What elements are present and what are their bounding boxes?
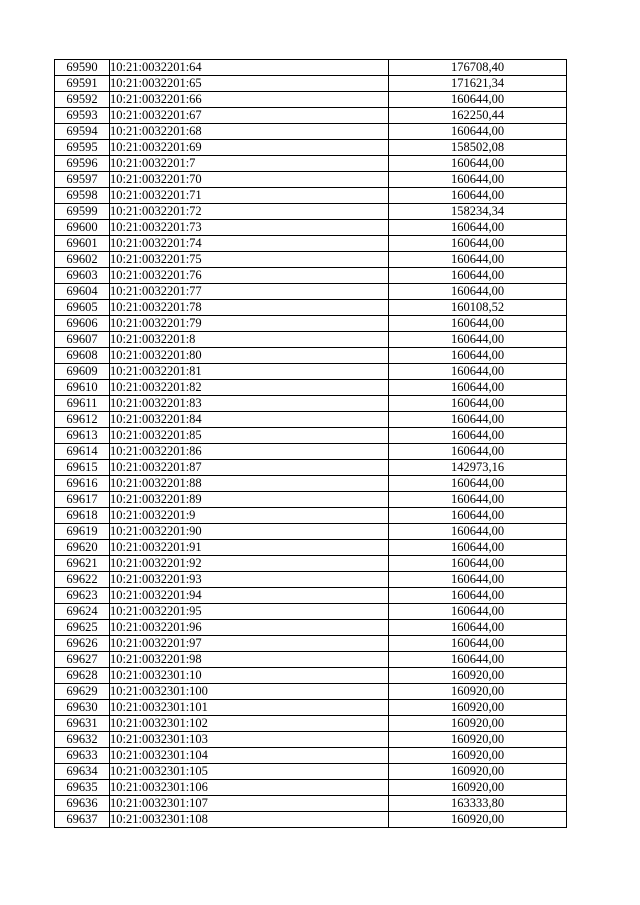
- row-number-cell: 69629: [55, 684, 110, 700]
- value-cell: 158234,34: [389, 204, 567, 220]
- value-cell: 160644,00: [389, 380, 567, 396]
- table-row: [55, 812, 567, 828]
- value-cell: 160108,52: [389, 300, 567, 316]
- cadastral-number-cell: 10:21:0032201:8: [110, 332, 389, 348]
- value-cell: 160644,00: [389, 316, 567, 332]
- cadastral-number-cell: 10:21:0032201:92: [110, 556, 389, 572]
- row-number-cell: 69624: [55, 604, 110, 620]
- value-cell: 160644,00: [389, 252, 567, 268]
- table-row: [55, 796, 567, 812]
- value-cell: 160920,00: [389, 812, 567, 828]
- cadastral-number-cell: 10:21:0032201:90: [110, 524, 389, 540]
- row-number-cell: 69633: [55, 748, 110, 764]
- value-cell: 160644,00: [389, 588, 567, 604]
- row-number-cell: 69592: [55, 92, 110, 108]
- table-row: [55, 780, 567, 796]
- value-cell: 160920,00: [389, 700, 567, 716]
- cadastral-number-cell: 10:21:0032201:84: [110, 412, 389, 428]
- value-cell: 160644,00: [389, 652, 567, 668]
- value-cell: 160644,00: [389, 396, 567, 412]
- value-cell: 160920,00: [389, 780, 567, 796]
- cadastral-number-cell: 10:21:0032201:83: [110, 396, 389, 412]
- value-cell: 160644,00: [389, 492, 567, 508]
- table-row: [55, 412, 567, 428]
- cadastral-number-cell: 10:21:0032201:7: [110, 156, 389, 172]
- table-row: [55, 124, 567, 140]
- value-cell: 163333,80: [389, 796, 567, 812]
- cadastral-number-cell: 10:21:0032201:89: [110, 492, 389, 508]
- table-row: [55, 204, 567, 220]
- row-number-cell: 69635: [55, 780, 110, 796]
- value-cell: 160644,00: [389, 524, 567, 540]
- value-cell: 162250,44: [389, 108, 567, 124]
- row-number-cell: 69598: [55, 188, 110, 204]
- cadastral-number-cell: 10:21:0032201:79: [110, 316, 389, 332]
- table-row: [55, 380, 567, 396]
- row-number-cell: 69611: [55, 396, 110, 412]
- value-cell: 160644,00: [389, 92, 567, 108]
- table-row: [55, 572, 567, 588]
- table-row: [55, 156, 567, 172]
- cadastral-number-cell: 10:21:0032301:102: [110, 716, 389, 732]
- row-number-cell: 69610: [55, 380, 110, 396]
- row-number-cell: 69605: [55, 300, 110, 316]
- value-cell: 160644,00: [389, 124, 567, 140]
- table-row: [55, 332, 567, 348]
- row-number-cell: 69613: [55, 428, 110, 444]
- row-number-cell: 69607: [55, 332, 110, 348]
- cadastral-number-cell: 10:21:0032301:107: [110, 796, 389, 812]
- cadastral-number-cell: 10:21:0032301:103: [110, 732, 389, 748]
- row-number-cell: 69599: [55, 204, 110, 220]
- value-cell: 160644,00: [389, 572, 567, 588]
- table-row: [55, 92, 567, 108]
- row-number-cell: 69619: [55, 524, 110, 540]
- value-cell: 160644,00: [389, 156, 567, 172]
- table-row: [55, 476, 567, 492]
- row-number-cell: 69634: [55, 764, 110, 780]
- table-row: [55, 620, 567, 636]
- row-number-cell: 69621: [55, 556, 110, 572]
- table-row: [55, 524, 567, 540]
- row-number-cell: 69609: [55, 364, 110, 380]
- cadastral-number-cell: 10:21:0032201:73: [110, 220, 389, 236]
- table-row: [55, 748, 567, 764]
- value-cell: 160644,00: [389, 364, 567, 380]
- row-number-cell: 69632: [55, 732, 110, 748]
- table-row: [55, 588, 567, 604]
- table-row: [55, 460, 567, 476]
- row-number-cell: 69616: [55, 476, 110, 492]
- cadastral-number-cell: 10:21:0032301:108: [110, 812, 389, 828]
- value-cell: 160644,00: [389, 556, 567, 572]
- cadastral-number-cell: 10:21:0032301:104: [110, 748, 389, 764]
- value-cell: 160644,00: [389, 348, 567, 364]
- table-row: [55, 108, 567, 124]
- row-number-cell: 69623: [55, 588, 110, 604]
- row-number-cell: 69590: [55, 60, 110, 76]
- table-row: [55, 172, 567, 188]
- cadastral-number-cell: 10:21:0032201:72: [110, 204, 389, 220]
- table-row: [55, 348, 567, 364]
- table-row: [55, 284, 567, 300]
- value-cell: 158502,08: [389, 140, 567, 156]
- value-cell: 160644,00: [389, 236, 567, 252]
- value-cell: 142973,16: [389, 460, 567, 476]
- value-cell: 160644,00: [389, 476, 567, 492]
- table-row: [55, 652, 567, 668]
- cadastral-number-cell: 10:21:0032201:76: [110, 268, 389, 284]
- row-number-cell: 69604: [55, 284, 110, 300]
- table-row: [55, 732, 567, 748]
- cadastral-number-cell: 10:21:0032201:95: [110, 604, 389, 620]
- table-row: [55, 364, 567, 380]
- cadastral-number-cell: 10:21:0032201:96: [110, 620, 389, 636]
- records-table-body: [55, 60, 567, 828]
- cadastral-number-cell: 10:21:0032201:70: [110, 172, 389, 188]
- table-row: [55, 396, 567, 412]
- cadastral-number-cell: 10:21:0032201:91: [110, 540, 389, 556]
- table-row: [55, 444, 567, 460]
- row-number-cell: 69630: [55, 700, 110, 716]
- value-cell: 160644,00: [389, 268, 567, 284]
- row-number-cell: 69631: [55, 716, 110, 732]
- cadastral-number-cell: 10:21:0032201:88: [110, 476, 389, 492]
- cadastral-number-cell: 10:21:0032301:100: [110, 684, 389, 700]
- cadastral-number-cell: 10:21:0032301:106: [110, 780, 389, 796]
- cadastral-number-cell: 10:21:0032201:94: [110, 588, 389, 604]
- value-cell: 171621,34: [389, 76, 567, 92]
- table-row: [55, 220, 567, 236]
- value-cell: 160644,00: [389, 428, 567, 444]
- row-number-cell: 69614: [55, 444, 110, 460]
- table-row: [55, 684, 567, 700]
- table-row: [55, 764, 567, 780]
- row-number-cell: 69622: [55, 572, 110, 588]
- row-number-cell: 69596: [55, 156, 110, 172]
- row-number-cell: 69601: [55, 236, 110, 252]
- value-cell: 160644,00: [389, 172, 567, 188]
- cadastral-number-cell: 10:21:0032201:93: [110, 572, 389, 588]
- table-row: [55, 316, 567, 332]
- cadastral-number-cell: 10:21:0032301:105: [110, 764, 389, 780]
- value-cell: 160644,00: [389, 508, 567, 524]
- row-number-cell: 69602: [55, 252, 110, 268]
- cadastral-number-cell: 10:21:0032201:87: [110, 460, 389, 476]
- value-cell: 160644,00: [389, 540, 567, 556]
- row-number-cell: 69597: [55, 172, 110, 188]
- value-cell: 160644,00: [389, 188, 567, 204]
- value-cell: 160644,00: [389, 620, 567, 636]
- cadastral-number-cell: 10:21:0032201:64: [110, 60, 389, 76]
- value-cell: 160920,00: [389, 764, 567, 780]
- cadastral-number-cell: 10:21:0032201:9: [110, 508, 389, 524]
- table-row: [55, 556, 567, 572]
- row-number-cell: 69608: [55, 348, 110, 364]
- table-row: [55, 508, 567, 524]
- cadastral-number-cell: 10:21:0032201:80: [110, 348, 389, 364]
- row-number-cell: 69620: [55, 540, 110, 556]
- table-row: [55, 636, 567, 652]
- cadastral-number-cell: 10:21:0032201:98: [110, 652, 389, 668]
- row-number-cell: 69600: [55, 220, 110, 236]
- cadastral-number-cell: 10:21:0032201:71: [110, 188, 389, 204]
- cadastral-number-cell: 10:21:0032201:82: [110, 380, 389, 396]
- row-number-cell: 69612: [55, 412, 110, 428]
- cadastral-number-cell: 10:21:0032301:101: [110, 700, 389, 716]
- value-cell: 160644,00: [389, 332, 567, 348]
- row-number-cell: 69617: [55, 492, 110, 508]
- value-cell: 160920,00: [389, 716, 567, 732]
- row-number-cell: 69618: [55, 508, 110, 524]
- table-row: [55, 60, 567, 76]
- cadastral-number-cell: 10:21:0032201:97: [110, 636, 389, 652]
- table-row: [55, 428, 567, 444]
- cadastral-number-cell: 10:21:0032201:81: [110, 364, 389, 380]
- cadastral-number-cell: 10:21:0032301:10: [110, 668, 389, 684]
- table-row: [55, 492, 567, 508]
- records-table: [54, 59, 567, 828]
- value-cell: 160644,00: [389, 636, 567, 652]
- table-row: [55, 252, 567, 268]
- row-number-cell: 69593: [55, 108, 110, 124]
- table-row: [55, 188, 567, 204]
- value-cell: 160920,00: [389, 748, 567, 764]
- row-number-cell: 69628: [55, 668, 110, 684]
- cadastral-number-cell: 10:21:0032201:67: [110, 108, 389, 124]
- cadastral-number-cell: 10:21:0032201:65: [110, 76, 389, 92]
- row-number-cell: 69636: [55, 796, 110, 812]
- table-row: [55, 236, 567, 252]
- cadastral-number-cell: 10:21:0032201:86: [110, 444, 389, 460]
- cadastral-number-cell: 10:21:0032201:74: [110, 236, 389, 252]
- row-number-cell: 69595: [55, 140, 110, 156]
- table-row: [55, 140, 567, 156]
- cadastral-number-cell: 10:21:0032201:85: [110, 428, 389, 444]
- row-number-cell: 69591: [55, 76, 110, 92]
- value-cell: 160644,00: [389, 604, 567, 620]
- table-row: [55, 76, 567, 92]
- value-cell: 176708,40: [389, 60, 567, 76]
- cadastral-number-cell: 10:21:0032201:66: [110, 92, 389, 108]
- row-number-cell: 69594: [55, 124, 110, 140]
- value-cell: 160644,00: [389, 412, 567, 428]
- value-cell: 160920,00: [389, 668, 567, 684]
- value-cell: 160644,00: [389, 444, 567, 460]
- row-number-cell: 69627: [55, 652, 110, 668]
- row-number-cell: 69637: [55, 812, 110, 828]
- row-number-cell: 69603: [55, 268, 110, 284]
- value-cell: 160644,00: [389, 284, 567, 300]
- table-row: [55, 540, 567, 556]
- table-row: [55, 268, 567, 284]
- row-number-cell: 69606: [55, 316, 110, 332]
- table-row: [55, 300, 567, 316]
- cadastral-number-cell: 10:21:0032201:77: [110, 284, 389, 300]
- value-cell: 160920,00: [389, 732, 567, 748]
- cadastral-number-cell: 10:21:0032201:68: [110, 124, 389, 140]
- cadastral-number-cell: 10:21:0032201:78: [110, 300, 389, 316]
- value-cell: 160920,00: [389, 684, 567, 700]
- cadastral-number-cell: 10:21:0032201:75: [110, 252, 389, 268]
- table-row: [55, 668, 567, 684]
- row-number-cell: 69625: [55, 620, 110, 636]
- value-cell: 160644,00: [389, 220, 567, 236]
- table-row: [55, 716, 567, 732]
- cadastral-number-cell: 10:21:0032201:69: [110, 140, 389, 156]
- row-number-cell: 69626: [55, 636, 110, 652]
- table-row: [55, 604, 567, 620]
- table-row: [55, 700, 567, 716]
- row-number-cell: 69615: [55, 460, 110, 476]
